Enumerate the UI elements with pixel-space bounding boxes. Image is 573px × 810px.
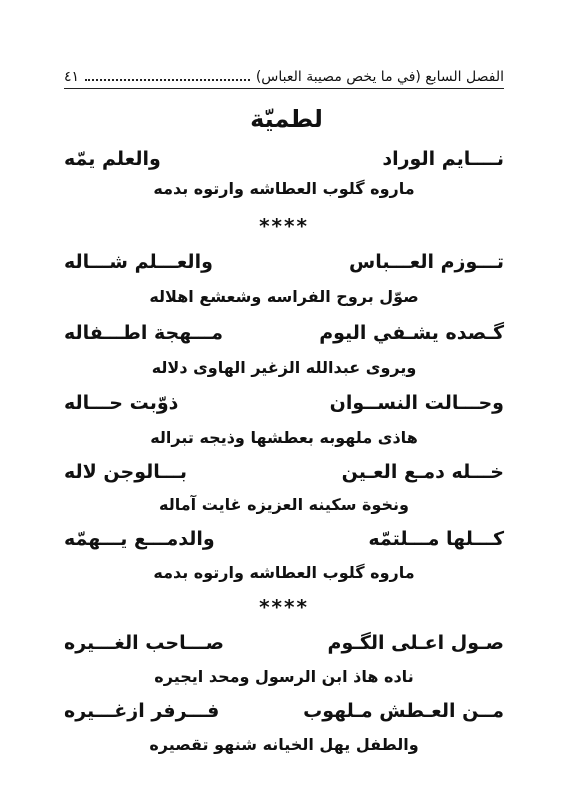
verse-first-hemistich: كـــلها مـــلتمّه: [368, 528, 504, 550]
poem-verse-line: [64, 318, 504, 348]
verse-second-hemistich: والدمـــع يـــهمّه: [64, 528, 215, 550]
poem-verse-line: [64, 696, 504, 726]
poem-refrain-line: هاذى ملهوبه بعطشها وذيجه تبراله: [150, 428, 418, 447]
verse-first-hemistich: وحـــالت النســوان: [329, 392, 504, 414]
verse-second-hemistich: بـــالوجن لاله: [64, 461, 188, 483]
dot-leader: [85, 78, 250, 81]
verse-second-hemistich: فـــرفر ازغـــيره: [64, 700, 220, 722]
chapter-title: الفصل السابع (في ما يخص مصيبة العباس): [255, 69, 504, 85]
poem-refrain-line: والطفل يهل الخيانه شنهو تقصيره: [149, 735, 419, 754]
stanza-separator: ****: [259, 214, 309, 238]
page-number: ٤١: [64, 69, 80, 85]
poem-refrain-line: ماروه گلوب العطاشه وارتوه بدمه: [153, 179, 415, 198]
poem-refrain-line: صوّل بروح الفراسه وشعشع اهلاله: [149, 287, 419, 306]
verse-second-hemistich: ذوّبت حـــاله: [64, 392, 179, 414]
header-rule: [64, 88, 504, 89]
poem-refrain-line: ناده هاذ ابن الرسول ومحد ايجيره: [154, 667, 414, 686]
verse-first-hemistich: مــن العـطش مـلهوب: [303, 700, 504, 722]
poem-verse-line: [64, 524, 504, 554]
poem-refrain-line: ماروه گلوب العطاشه وارتوه بدمه: [153, 563, 415, 582]
poem-verse-line: [64, 457, 504, 487]
stanza-separator: ****: [259, 595, 309, 619]
running-header: [64, 64, 504, 86]
verse-first-hemistich: نــــايم الوراد: [382, 148, 504, 170]
poem-verse-line: [64, 388, 504, 418]
verse-second-hemistich: مـــهجة اطـــفاله: [64, 322, 223, 344]
verse-first-hemistich: تـــوزم العـــباس: [349, 251, 504, 273]
verse-first-hemistich: گـصده يشـفي اليوم: [319, 322, 504, 344]
poem-verse-line: [64, 144, 504, 174]
verse-second-hemistich: والعلم يمّه: [64, 148, 161, 170]
poem-title: لطميّة: [250, 105, 323, 133]
verse-second-hemistich: والعـــلم شـــاله: [64, 251, 213, 273]
poem-refrain-line: ونخوة سكينه العزيزه غايت آماله: [159, 495, 409, 514]
verse-second-hemistich: صـــاحب الغـــيره: [64, 632, 225, 654]
poem-verse-line: [64, 628, 504, 658]
verse-first-hemistich: صـول اعـلى الگـوم: [327, 632, 504, 654]
poem-verse-line: [64, 247, 504, 277]
poem-refrain-line: ويروى عبدالله الزغير الهاوى دلاله: [151, 358, 417, 377]
verse-first-hemistich: خـــله دمـع العـين: [341, 461, 504, 483]
